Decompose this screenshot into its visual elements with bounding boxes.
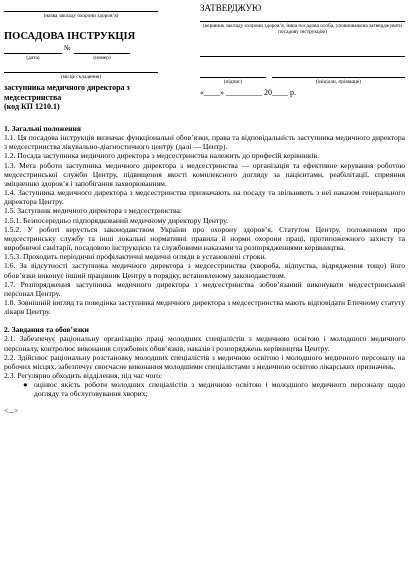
document-body: [4, 124, 405, 415]
paragraph-1-1: 1.1. Ця посадова інструкція визначає функціональні обов’язки, права та відповідальність заступника медичного директора з медсестринства лікувально-діагностичного центру (далі — Центр).: [4, 133, 405, 152]
approval-date: «____» _________ 20____ р.: [200, 88, 296, 97]
paragraph-1-8: 1.8. Зовнішній вигляд та поведінка заступника медичного директора з медсестринства мають відповідати Етичному статуту лікаря Центру.: [4, 297, 406, 317]
approve-label: ЗАТВЕРДЖУЮ: [200, 3, 262, 13]
paragraph-1-4: 1.4. Заступника медичного директора з медсестринства призначають на посаду та звільняють з неї наказом генерального директора Центру.: [4, 188, 405, 207]
paragraph-1-5: 1.5. Заступник медичного директора з медсестринства:: [4, 206, 182, 216]
date-caption: (дата): [26, 55, 40, 61]
org-name-line: [4, 11, 158, 12]
signature-caption: (підпис): [223, 79, 243, 85]
position-line: [200, 56, 405, 57]
paragraph-1-5-2: 1.5.2. У роботі керується законодавством України про охорону здоров’я, Статутом Центру, положенням про медсестринську службу та інші локальні нормативні правила й норми охорони праці, протипожежного захисту та виробничої санітарії, посадовою інструкцією та службовими наказами та розпорядженнями керівництва.: [4, 224, 405, 253]
head-caption: (керівник закладу охорони здоров’я, інша посадова особа, уповноважена затверджувати посадову інструкцію): [203, 23, 402, 35]
continuation-mark: <...>: [4, 405, 19, 415]
paragraph-1-3: 1.3. Мета роботи заступника медичного директора з медсестринства — організація та ефективне керування роботою медсестринської служби Центру, підвищення якості комплексного догляду за пацієнтами, реабілітації, сприяння зміцненню здоров’я і запобігання захворюванням.: [4, 160, 405, 188]
paragraph-1-5-3: 1.5.3. Проходить періодичні профілактичні медичні огляди в установлені строки.: [4, 252, 267, 262]
section-1-title: 1. Загальні положення: [4, 124, 81, 133]
org-name-caption: (назва закладу охорони здоров’я): [43, 13, 119, 19]
paragraph-1-6: 1.6. За відсутності заступника медичного директора з медсестринства (хвороба, відпустка, відрядження тощо) його обов’язки виконує інший працівник Центру в порядку, встановленому законодавством.: [4, 261, 405, 280]
bullet-text: оцінює якість роботи молодших спеціалістів з медичною освітою і молодшого медичного персоналу щодо догляду та обслуговування хворих;: [34, 380, 405, 399]
paragraph-2-2: 2.2. Здійснює раціональну розстановку молодших спеціалістів з медичною освітою і молодшого медичного персоналу на робочих місцях, забезпечує своєчасне виконання молодшими спеціалістами з медичною освітою лікарських призначень.: [4, 352, 405, 371]
paragraph-1-5-1: 1.5.1. Безпосередньо підпорядкований медичному директору Центру.: [4, 215, 229, 225]
signature-line: [200, 77, 266, 78]
bullet-item: [4, 380, 405, 398]
section-2-title: 2. Завдання та обов’язки: [4, 325, 89, 335]
paragraph-2-1: 2.1. Забезпечує раціональну організацію праці молодших спеціалістів з медичною освітою і молодшого медичного персоналу, контролює виконання службових обов’язків, наказів і розпоряджень керівництва Центру.: [4, 334, 405, 353]
initials-caption: (ініціали, прізвище): [316, 79, 361, 85]
paragraph-1-2: 1.2. Посада заступника медичного директора з медсестринства належить до професій керівників.: [4, 151, 320, 161]
position-title: заступника медичного директора з медсестринства: [4, 83, 130, 102]
initials-line: [272, 77, 405, 78]
place-caption: (місце складення): [60, 74, 102, 80]
document-title: ПОСАДОВА ІНСТРУКЦІЯ: [4, 31, 136, 42]
paragraph-2-3: 2.3. Регулярно обходить відділення, під час чого:: [4, 371, 163, 381]
number-line: [74, 53, 130, 54]
position-code: (код КП 1210.1): [4, 102, 60, 111]
bullet-dot-icon: ●: [23, 380, 28, 390]
head-line: [200, 21, 405, 22]
paragraph-1-7: 1.7. Розпорядження заступника медичного директора з медсестринства зобов’язаний виконувати медсестринський персонал Центру.: [4, 279, 405, 298]
date-line: [4, 53, 62, 54]
place-line: [4, 72, 158, 73]
number-sign: №: [64, 44, 71, 52]
number-caption: (номер): [93, 55, 111, 61]
